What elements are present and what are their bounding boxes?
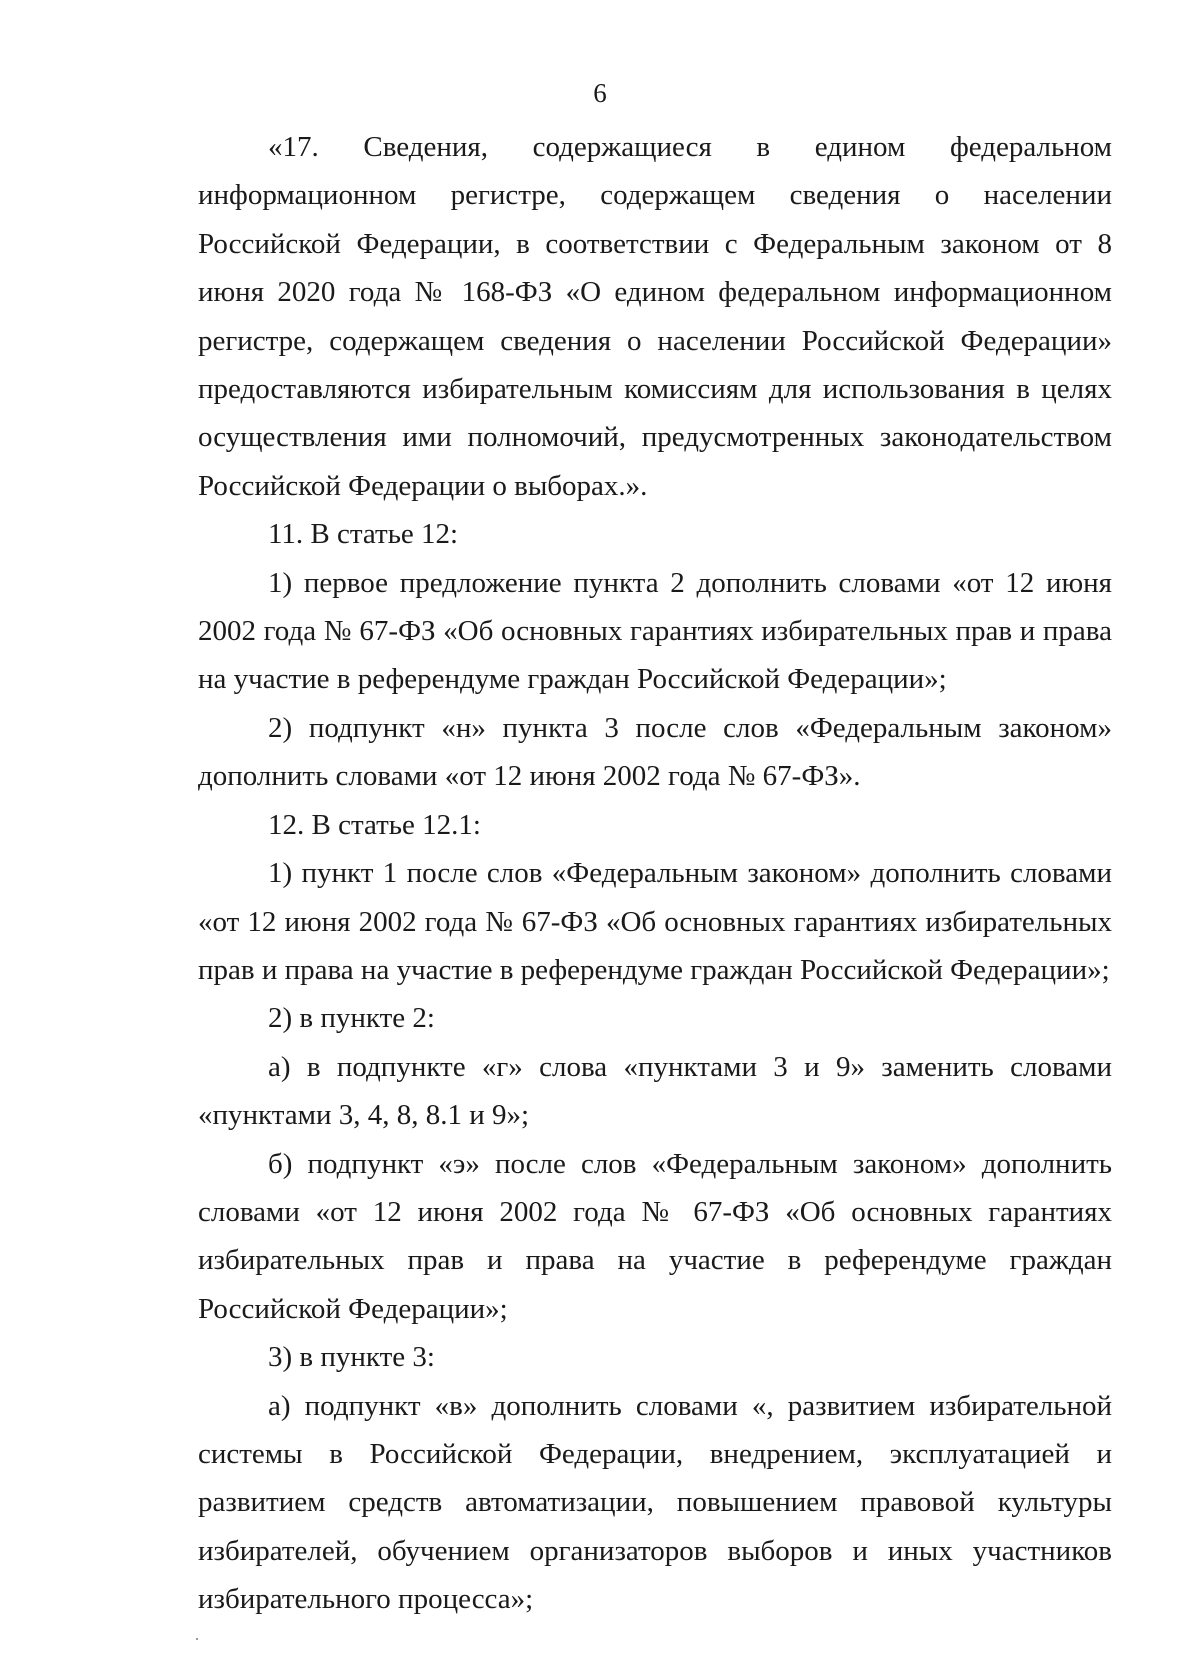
paragraph-article-12-heading: 11. В статье 12:: [268, 518, 459, 551]
page-number: 6: [593, 78, 607, 108]
paragraph-article-12-point-2: 2) подпункт «н» пункта 3 после слов «Федеральным законом» дополнить словами «от 12 июня 2002 года № 67-ФЗ».: [198, 711, 1112, 793]
paragraph-subpoint-a: а) в подпункте «г» слова «пунктами 3 и 9» заменить словами «пунктами 3, 4, 8, 8.1 и 9»;: [198, 1050, 1112, 1132]
paragraph-item-17: «17. Сведения, содержащиеся в едином федеральном информационном регистре, содержащем сведения о населении Российской Федерации, в соответствии с Федеральным законом от 8 июня 2020 года № 168-ФЗ «О едином федеральном информационном регистре, содержащем сведения о населении Российской Федерации» предоставляются избирательным комиссиям для использования в целях осуществления ими полномочий, предусмотренных законодательством Российской Федерации о выборах.».: [198, 131, 1112, 502]
paragraph-point-3-subpoint-a: а) подпункт «в» дополнить словами «, развитием избирательной системы в Российской Федерации, внедрением, эксплуатацией и развитием средств автоматизации, повышением правовой культуры избирателей, обучением организаторов выборов и иных участников избирательного процесса»;: [198, 1389, 1112, 1616]
paragraph-article-12-1-point-3: 3) в пункте 3:: [268, 1341, 435, 1374]
document-body: [198, 123, 1112, 1624]
paragraph-article-12-1-point-1: 1) пункт 1 после слов «Федеральным законом» дополнить словами «от 12 июня 2002 года № 67-ФЗ «Об основных гарантиях избирательных прав и права на участие в референдуме граждан Российской Федерации»;: [198, 857, 1112, 986]
paragraph-subpoint-b: б) подпункт «э» после слов «Федеральным законом» дополнить словами «от 12 июня 2002 года № 67-ФЗ «Об основных гарантиях избирательных прав и права на участие в референдуме граждан Российской Федерации»;: [198, 1147, 1112, 1325]
paragraph-article-12-1-heading: 12. В статье 12.1:: [268, 808, 481, 841]
paragraph-article-12-1-point-2: 2) в пункте 2:: [268, 1002, 435, 1035]
scan-speck: [196, 1638, 198, 1640]
paragraph-article-12-point-1: 1) первое предложение пункта 2 дополнить словами «от 12 июня 2002 года № 67-ФЗ «Об основных гарантиях избирательных прав и права на участие в референдуме граждан Российской Федерации»;: [198, 566, 1112, 696]
